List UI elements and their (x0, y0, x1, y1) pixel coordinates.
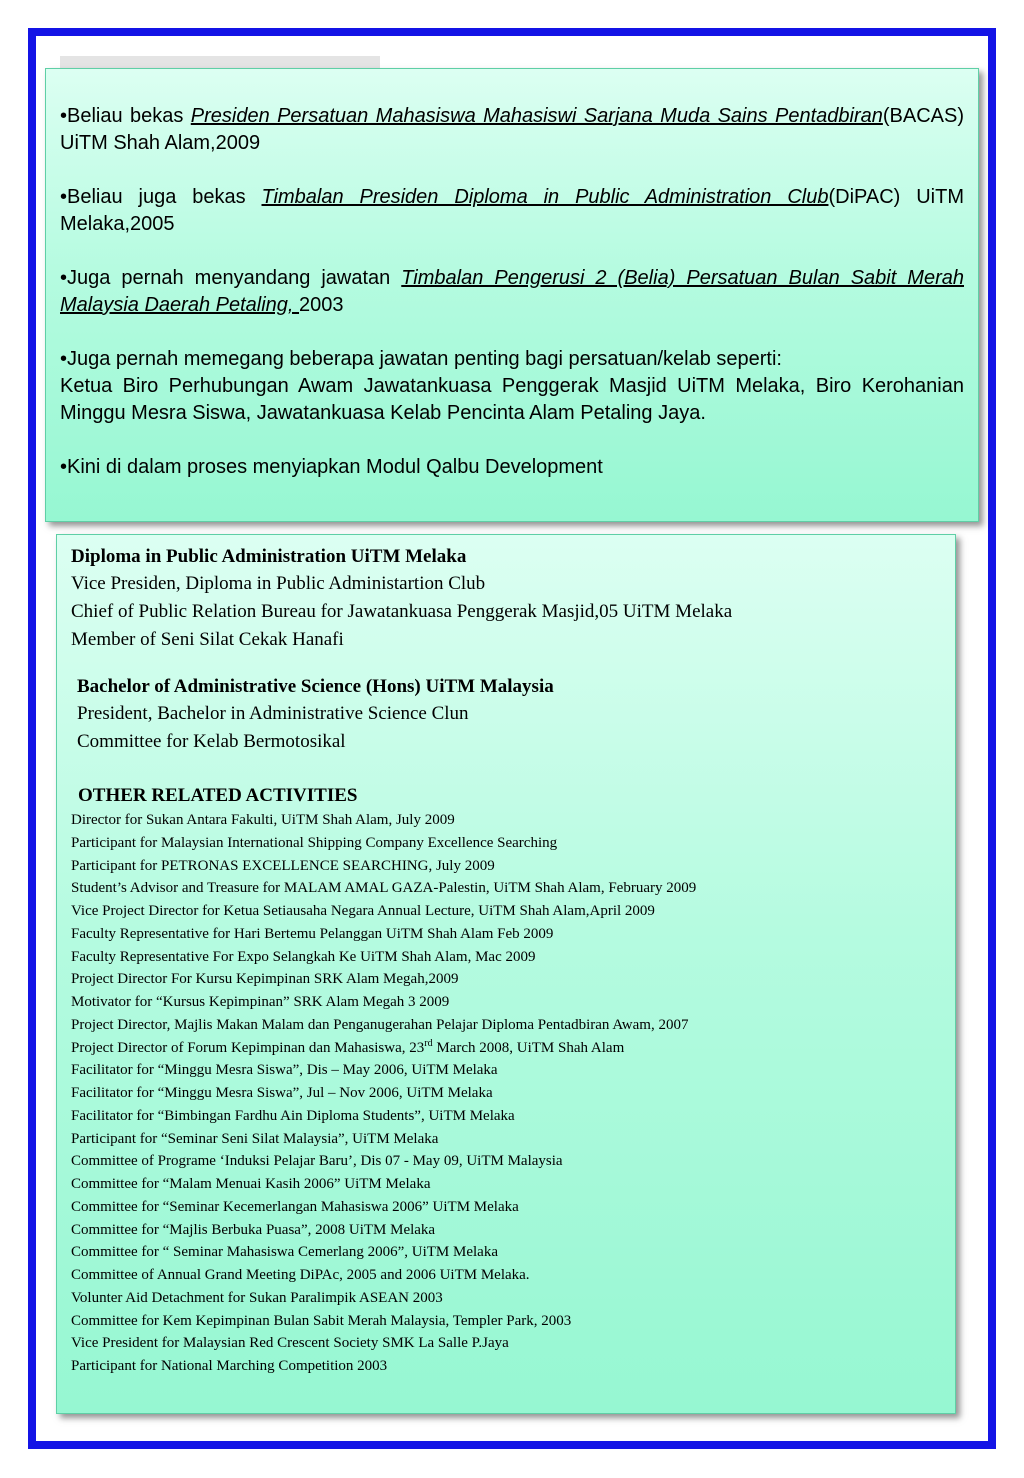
bachelor-line: President, Bachelor in Administrative Science Clun (77, 703, 469, 724)
bullet-bacas (60, 103, 964, 157)
activity-item (71, 1287, 941, 1310)
activity-text: Committee for “Malam Menuai Kasih 2006” UiTM Melaka (71, 1176, 431, 1192)
diploma-title: Diploma in Public Administration UiTM Melaka (71, 546, 467, 567)
bullet-emphasis: Timbalan Pengerusi 2 (Belia) Persatuan Bulan Sabit Merah Malaysia Daerah Petaling, (60, 267, 964, 316)
activity-text: Committee for “Seminar Kecemerlangan Mahasiswa 2006” UiTM Melaka (71, 1198, 519, 1215)
bullet-text: •Beliau juga bekas (60, 186, 262, 208)
activity-text: Participant for National Marching Competition 2003 (71, 1358, 388, 1374)
activity-text-tail: March 2008, UiTM Shah Alam (432, 1039, 625, 1056)
bullet-jawatan (60, 346, 964, 427)
activity-text: Project Director, Majlis Makan Malam dan Penganugerahan Pelajar Diploma Pentadbiran Awam, 2007 (71, 1016, 689, 1033)
bullet-suffix: 2003 (299, 294, 344, 316)
diploma-line: Chief of Public Relation Bureau for Jawatankuasa Penggerak Masjid,05 UiTM Melaka (71, 601, 733, 622)
activity-text: Committee of Annual Grand Meeting DiPAc, 2005 and 2006 UiTM Melaka. (71, 1267, 530, 1283)
activity-item (71, 809, 941, 832)
bullet-dipac (60, 184, 964, 238)
activity-item (71, 1059, 941, 1082)
bullet-bulan-sabit (60, 265, 964, 319)
activity-text: Project Director For Kursu Kepimpinan SRK Alam Megah,2009 (71, 971, 459, 988)
bullet-text: •Juga pernah menyandang jawatan (60, 267, 402, 289)
activity-text: Faculty Representative For Expo Selangkah Ke UiTM Shah Alam, Mac 2009 (71, 948, 536, 965)
activity-item (71, 1014, 941, 1037)
activity-text: Facilitator for “Minggu Mesra Siswa”, Jul – Nov 2006, UiTM Melaka (71, 1085, 493, 1101)
activity-item (71, 1196, 941, 1219)
bachelor-line: Committee for Kelab Bermotosikal (77, 731, 346, 752)
profile-bullets-box (45, 68, 979, 522)
bullet-emphasis: Presiden Persatuan Mahasiswa Mahasiswi Sarjana Muda Sains Pentadbiran (190, 105, 883, 127)
bullet-text: •Juga pernah memegang beberapa jawatan penting bagi persatuan/kelab seperti: (60, 348, 782, 370)
activity-text: Participant for PETRONAS EXCELLENCE SEARCHING, July 2009 (71, 857, 495, 874)
activity-item (71, 877, 941, 900)
ordinal-suffix: rd (424, 1037, 433, 1049)
activities-box (56, 534, 956, 1414)
activity-text: Committee for Kem Kepimpinan Bulan Sabit Merah Malaysia, Templer Park, 2003 (71, 1312, 572, 1329)
activities-list (71, 809, 941, 1378)
activity-text: Facilitator for “Minggu Mesra Siswa”, Dis – May 2006, UiTM Melaka (71, 1062, 498, 1079)
activity-text: Committee of Programe ‘Induksi Pelajar Baru’, Dis 07 - May 09, UiTM Malaysia (71, 1153, 563, 1170)
activity-item (71, 855, 941, 878)
activity-item (71, 968, 941, 991)
activity-text: Vice President for Malaysian Red Crescent Society SMK La Salle P.Jaya (71, 1335, 509, 1352)
activity-item (71, 900, 941, 923)
activity-item (71, 1355, 941, 1378)
activity-item (71, 1128, 941, 1151)
bullet-emphasis: Timbalan Presiden Diploma in Public Administration Club (261, 186, 829, 208)
activity-text: Vice Project Director for Ketua Setiausaha Negara Annual Lecture, UiTM Shah Alam,April 2009 (71, 903, 655, 919)
activity-text: Faculty Representative for Hari Bertemu Pelanggan UiTM Shah Alam Feb 2009 (71, 925, 554, 942)
bullet-modul-qalbu (60, 454, 964, 481)
activity-item (71, 991, 941, 1014)
activity-item (71, 946, 941, 969)
diploma-line: Member of Seni Silat Cekak Hanafi (71, 629, 344, 650)
activity-item (71, 1082, 941, 1105)
activity-text: Student’s Advisor and Treasure for MALAM AMAL GAZA-Palestin, UiTM Shah Alam, February 2009 (71, 880, 697, 897)
activity-text: Motivator for “Kursus Kepimpinan” SRK Alam Megah 3 2009 (71, 994, 450, 1010)
bullet-suffix: (BACAS) UiTM Shah Alam,2009 (60, 105, 964, 154)
bachelor-section (77, 673, 941, 756)
bullet-suffix: (DiPAC) UiTM Melaka,2005 (60, 186, 964, 235)
activities-title: OTHER RELATED ACTIVITIES (78, 785, 358, 806)
activity-item (71, 832, 941, 855)
activity-text: Committee for “Majlis Berbuka Puasa”, 2008 UiTM Melaka (71, 1221, 436, 1238)
activity-item (71, 1310, 941, 1333)
activity-text: Facilitator for “Bimbingan Fardhu Ain Diploma Students”, UiTM Melaka (71, 1107, 515, 1124)
activity-text: Committee for “ Seminar Mahasiswa Cemerlang 2006”, UiTM Melaka (71, 1244, 498, 1261)
activity-item (71, 1173, 941, 1196)
activity-text: Director for Sukan Antara Fakulti, UiTM Shah Alam, July 2009 (71, 812, 455, 828)
diploma-section (71, 543, 941, 654)
activity-item (71, 1105, 941, 1128)
activity-item (71, 923, 941, 946)
activity-item (71, 1264, 941, 1287)
activity-text: Participant for Malaysian International Shipping Company Excellence Searching (71, 834, 558, 851)
activity-item (71, 1219, 941, 1242)
bachelor-title: Bachelor of Administrative Science (Hons) UiTM Malaysia (77, 676, 554, 697)
activity-item (71, 1332, 941, 1355)
activity-item (71, 1241, 941, 1264)
activity-item (71, 1037, 941, 1060)
activity-text: Participant for “Seminar Seni Silat Malaysia”, UiTM Melaka (71, 1130, 439, 1147)
activity-text: Volunter Aid Detachment for Sukan Paralimpik ASEAN 2003 (71, 1289, 443, 1306)
diploma-line: Vice Presiden, Diploma in Public Administartion Club (71, 573, 486, 594)
bullet-text: •Kini di dalam proses menyiapkan Modul Qalbu Development (60, 456, 603, 478)
activity-text: Project Director of Forum Kepimpinan dan Mahasiswa, 23 (71, 1039, 425, 1056)
activity-item (71, 1150, 941, 1173)
bullet-text: •Beliau bekas (60, 105, 191, 127)
activities-section (71, 782, 941, 1378)
bullet-detail: Ketua Biro Perhubungan Awam Jawatankuasa Penggerak Masjid UiTM Melaka, Biro Kerohanian Minggu Mesra Siswa, Jawatankuasa Kelab Pencinta Alam Petaling Jaya. (60, 375, 964, 424)
